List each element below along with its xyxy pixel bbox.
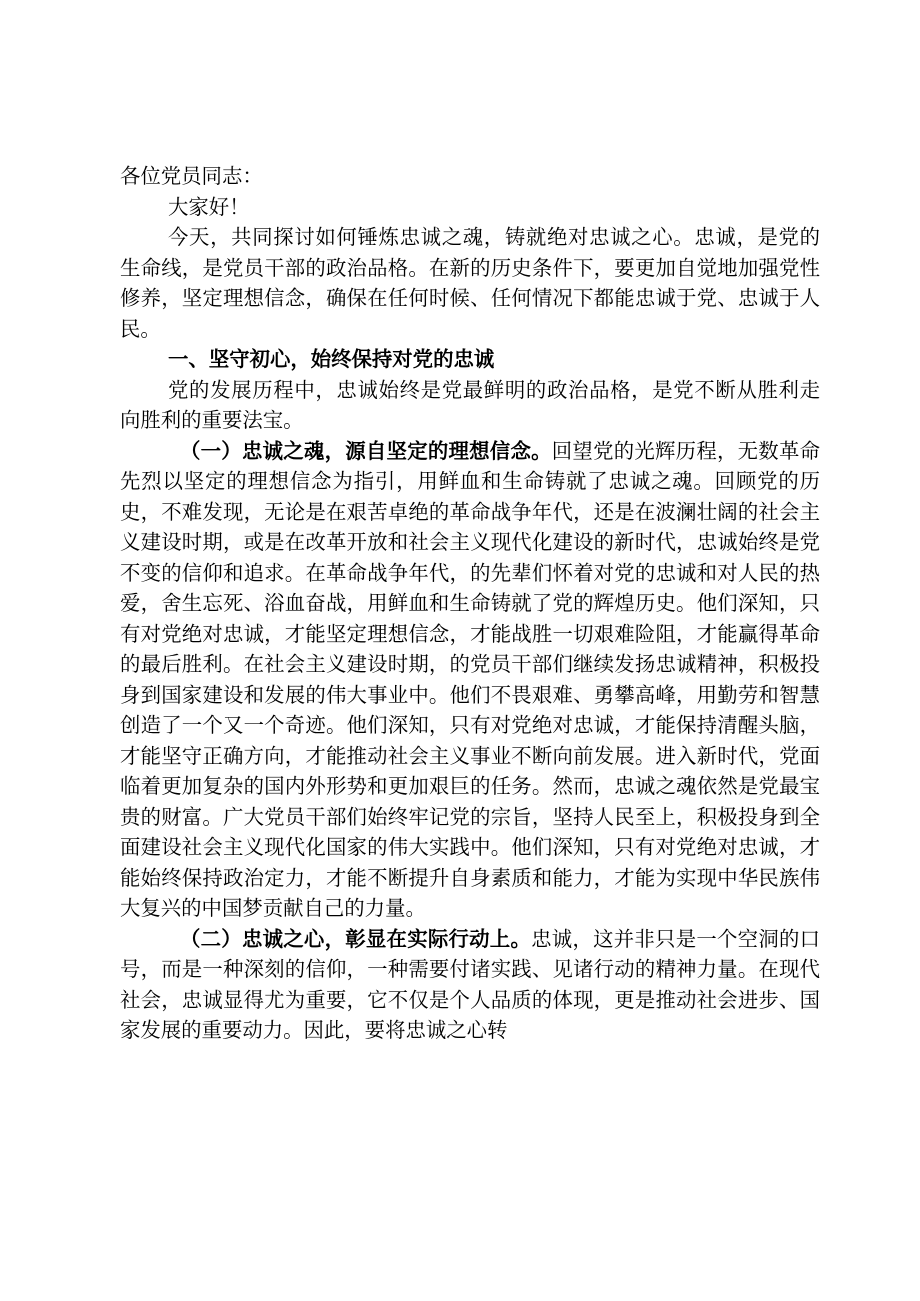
subsection-2-paragraph [120, 924, 820, 1046]
document-page [120, 161, 820, 1046]
greeting: 大家好！ [168, 194, 250, 219]
section-1-heading: 一、坚守初心，始终保持对党的忠诚 [168, 347, 495, 371]
subsection-1-title: （一）忠诚之魂，源自坚定的理想信念。 [180, 438, 552, 463]
intro-paragraph: 今天，共同探讨如何锤炼忠诚之魂，铸就绝对忠诚之心。忠诚，是党的生命线，是党员干部的政治品格。在新的历史条件下，要更加自觉地加强党性修养，坚定理想信念，确保在任何时候、任何情况下都能忠诚于党、忠诚于人民。 [120, 225, 820, 341]
section-1-lead-paragraph: 党的发展历程中，忠诚始终是党最鲜明的政治品格，是党不断从胜利走向胜利的重要法宝。 [120, 377, 820, 432]
subsection-2-body: 忠诚，这并非只是一个空洞的口号，而是一种深刻的信仰，一种需要付诸实践、见诸行动的精神力量。在现代社会，忠诚显得尤为重要，它不仅是个人品质的体现，更是推动社会进步、国家发展的重要动力。因此，要将忠诚之心转 [120, 926, 821, 1042]
subsection-1-paragraph [120, 436, 820, 924]
subsection-1-body: 回望党的光辉历程，无数革命先烈以坚定的理想信念为指引，用鲜血和生命铸就了忠诚之魂。回顾党的历史，不难发现，无论是在艰苦卓绝的革命战争年代，还是在波澜壮阔的社会主义建设时期，或是在改革开放和社会主义现代化建设的新时代，忠诚始终是党不变的信仰和追求。在革命战争年代，的先辈们怀着对党的忠诚和对人民的热爱，舍生忘死、浴血奋战，用鲜血和生命铸就了党的辉煌历史。他们深知，只有对党绝对忠诚，才能坚定理想信念，才能战胜一切艰难险阻，才能赢得革命的最后胜利。在社会主义建设时期，的党员干部们继续发扬忠诚精神，积极投身到国家建设和发展的伟大事业中。他们不畏艰难、勇攀高峰，用勤劳和智慧创造了一个又一个奇迹。他们深知，只有对党绝对忠诚，才能保持清醒头脑，才能坚守正确方向，才能推动社会主义事业不断向前发展。进入新时代，党面临着更加复杂的国内外形势和更加艰巨的任务。然而，忠诚之魂依然是党最宝贵的财富。广大党员干部们始终牢记党的宗旨，坚持人民至上，积极投身到全面建设社会主义现代化国家的伟大实践中。他们深知，只有对党绝对忠诚，才能始终保持政治定力，才能不断提升自身素质和能力，才能为实现中华民族伟大复兴的中国梦贡献自己的力量。 [120, 438, 820, 920]
subsection-2-title: （二）忠诚之心，彰显在实际行动上。 [180, 926, 532, 951]
salutation: 各位党员同志： [120, 164, 263, 188]
